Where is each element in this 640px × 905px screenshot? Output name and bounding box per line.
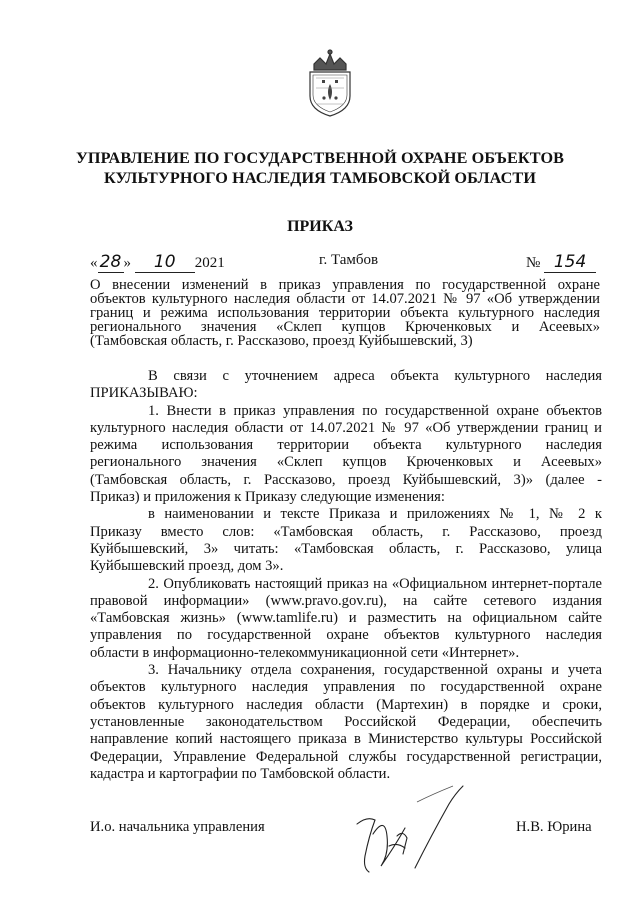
number-value: 154 [544,252,596,273]
date-month: 10 [135,252,195,273]
date-year: 2021 [194,255,225,271]
body-line: Куйбышевский, 3» читать: «Тамбовская область, г. Рассказово, улица [90,540,602,557]
subject-line: границ и режима использования территории объекта культурного наследия [90,305,600,321]
date-open-quote: « [90,255,98,271]
body-line: культурного наследия области от 14.07.2021 № 97 «Об утверждении границ и [90,419,602,436]
document-city: г. Тамбов [319,252,379,268]
subject-line: О внесении изменений в приказ управления по государственной охране [90,277,600,293]
subject-line: (Тамбовская область, г. Рассказово, проезд Куйбышевский, 3) [90,333,473,349]
body-line: 1. Внести в приказ управления по государственной охране объектов [148,402,602,419]
body-line: режима использования территории объекта культурного наследия [90,437,602,454]
subject-line: регионального значения «Склеп купцов Крюченковых и Асеевых» [90,319,600,335]
organization-line-1: УПРАВЛЕНИЕ ПО ГОСУДАРСТВЕННОЙ ОХРАНЕ ОБЪЕКТОВ [75,149,565,167]
document-type-title: ПРИКАЗ [287,218,353,235]
body-line: объектов культурного наследия области (Мартехин) в порядке и сроки, [90,696,602,713]
handwritten-signature [345,776,465,876]
date-day: 28 [98,252,124,273]
organization-line-2: КУЛЬТУРНОГО НАСЛЕДИЯ ТАМБОВСКОЙ ОБЛАСТИ [103,169,537,187]
body-line: Приказ) и приложения к Приказу следующие изменения: [90,489,445,506]
subject-line: объектов культурного наследия области от 14.07.2021 № 97 «Об утверждении [90,291,600,307]
date-close-quote: » [123,255,131,271]
document-date [90,252,225,273]
body-line: объектов культурного наследия управления по государственной охране [90,679,602,696]
document-number [526,252,596,273]
body-line: «Тамбовская жизнь» (www.tamlife.ru) и разместить на официальном сайте [90,610,602,627]
signatory-name: Н.В. Юрина [516,819,592,835]
body-line: ПРИКАЗЫВАЮ: [90,385,198,402]
body-line: Федерации, Управление Федеральной службы государственной регистрации, [90,748,602,765]
body-line: направление копий настоящего приказа в Министерство культуры Российской [90,731,602,748]
body-line: Приказу вместо слов: «Тамбовская область, г. Рассказово, проезд [90,523,602,540]
body-line: В связи с уточнением адреса объекта культурного наследия [148,368,602,384]
document-body [90,368,602,783]
document-subject [90,278,600,348]
body-line: регионального значения «Склеп купцов Крюченковых и Асеевых» [90,454,602,471]
body-line: кадастра и картографии по Тамбовской области. [90,765,391,782]
signatory-position: И.о. начальника управления [90,819,265,835]
number-sign: № [526,255,541,271]
body-line: (Тамбовская область, г. Рассказово, проезд Куйбышевский, 3)» (далее - [90,471,602,488]
coat-of-arms-icon [300,40,360,118]
body-line: 2. Опубликовать настоящий приказ на «Официальном интернет-портале [148,575,602,592]
organization-name [0,148,640,188]
body-line: 3. Начальнику отдела сохранения, государственной охраны и учета [148,662,602,679]
body-line: в наименовании и тексте Приказа и приложениях № 1, № 2 к [148,506,602,523]
body-line: области в информационно-телекоммуникационной сети «Интернет». [90,644,520,661]
body-line: установленные законодательством Российской Федерации, обеспечить [90,713,602,730]
body-line: правовой информации» (www.pravo.gov.ru), на сайте сетевого издания [90,592,602,609]
body-line: Куйбышевский проезд, дом 3». [90,558,284,575]
body-line: управления по государственной охране объектов культурного наследия [90,627,602,644]
